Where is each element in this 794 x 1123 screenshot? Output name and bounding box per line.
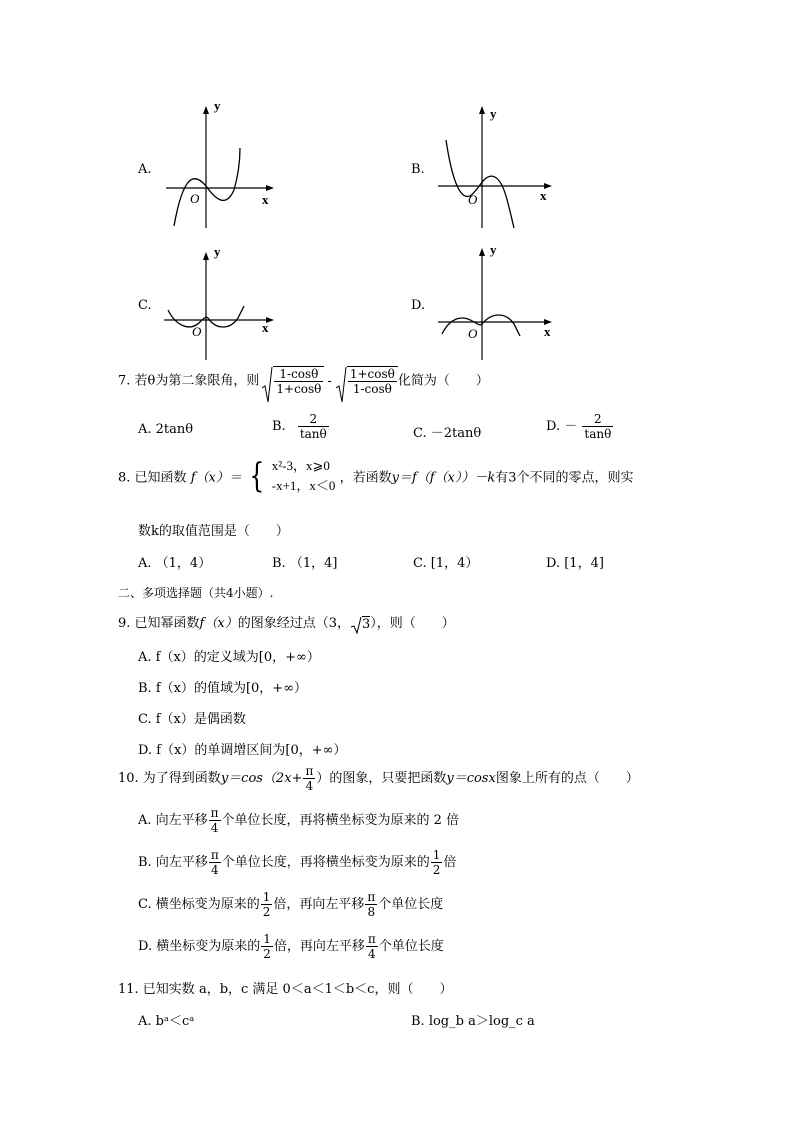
question-11-stem: 11. 已知实数 a，b，c 满足 0＜a＜1＜b＜c，则（ ） (118, 982, 453, 997)
graph-c (160, 242, 280, 366)
option-b-label: B. (411, 162, 425, 177)
question-7-stem: 7. 若θ为第二象限角，则 $\frac{1-\cos\theta}{1+\cos\theta}$ - $\frac{1+\cos\theta}{1-\cos\theta}$ 化简为（ ） (118, 366, 489, 396)
question-7-option-c: C. －2tanθ (413, 426, 482, 441)
question-11-option-a: A. bᵃ＜cᵃ (138, 1014, 195, 1029)
section-heading: 二、多项选择题（共4小题）. (118, 586, 274, 600)
axis-x-label: x (544, 324, 551, 339)
question-9-option-d: D. f（x）的单调增区间为[0，+∞） (138, 743, 347, 758)
question-7-option-d: D. － $\frac{2}{\tan\theta}$ (546, 412, 612, 441)
question-9-stem: 9. 已知幂函数f（x）的图象经过点（3， 3），则（ ） (118, 616, 455, 632)
question-10-stem: 10. 为了得到函数y＝cos（2x+ $\frac{\pi}{4}$ ）的图象，只要把函数y＝cosx图象上所有的点（ ） (118, 764, 639, 793)
question-8-stem-line2: 数k的取值范围是（ ） (138, 524, 289, 539)
axis-y-label: y (490, 242, 497, 257)
origin-label: O (192, 324, 202, 339)
question-10-option-a: A. 向左平移 $\frac{\pi}{4}$ 个单位长度，再将横坐标变为原来的 2 倍 (138, 806, 460, 835)
axis-x-label: x (262, 192, 269, 207)
question-9-option-a: A. f（x）的定义域为[0，+∞） (138, 650, 320, 665)
question-8-option-c: C. [1，4） (413, 556, 479, 571)
origin-label: O (468, 192, 478, 207)
graph-b (430, 100, 560, 230)
option-a-label: A. (138, 162, 152, 177)
axis-x-label: x (540, 188, 547, 203)
question-10-option-c: C. 横坐标变为原来的 $\frac{1}{2}$ 倍，再向左平移 $\frac{\pi}{8}$ 个单位长度 (138, 890, 444, 919)
question-8-option-d: D. [1，4] (546, 556, 604, 571)
axis-x-label: x (262, 320, 269, 335)
question-8-option-b: B. （1，4] (272, 556, 338, 571)
option-c-label: C. (138, 298, 152, 313)
axis-y-label: y (214, 100, 221, 113)
graph-a (160, 100, 280, 230)
question-11-option-b: B. log_b a＞log_c a (411, 1014, 535, 1029)
question-7-option-b: B. $\frac{2}{\tan\theta}$ (272, 412, 327, 441)
question-8-stem: 8. 已知函数 f（x）＝ { x²-3，x⩾0 -x+1，x＜0 ，若函数y＝f（f（x））－k有3个不同的零点，则实 (118, 456, 634, 496)
question-9-option-c: C. f（x）是偶函数 (138, 712, 246, 727)
question-10-option-d: D. 横坐标变为原来的 $\frac{1}{2}$ 倍，再向左平移 $\frac{\pi}{4}$ 个单位长度 (138, 932, 444, 961)
origin-label: O (190, 191, 200, 206)
question-10-option-b: B. 向左平移 $\frac{\pi}{4}$ 个单位长度，再将横坐标变为原来的 $\frac{1}{2}$ 倍 (138, 848, 457, 877)
origin-label: O (468, 326, 478, 341)
question-9-option-b: B. f（x）的值域为[0，+∞） (138, 681, 308, 696)
axis-y-label: y (214, 244, 221, 259)
option-d-label: D. (411, 298, 426, 313)
question-7-option-a: A. 2tanθ (138, 422, 194, 437)
axis-y-label: y (490, 106, 497, 121)
question-8-option-a: A. （1，4） (138, 556, 212, 571)
graph-d (430, 242, 560, 366)
